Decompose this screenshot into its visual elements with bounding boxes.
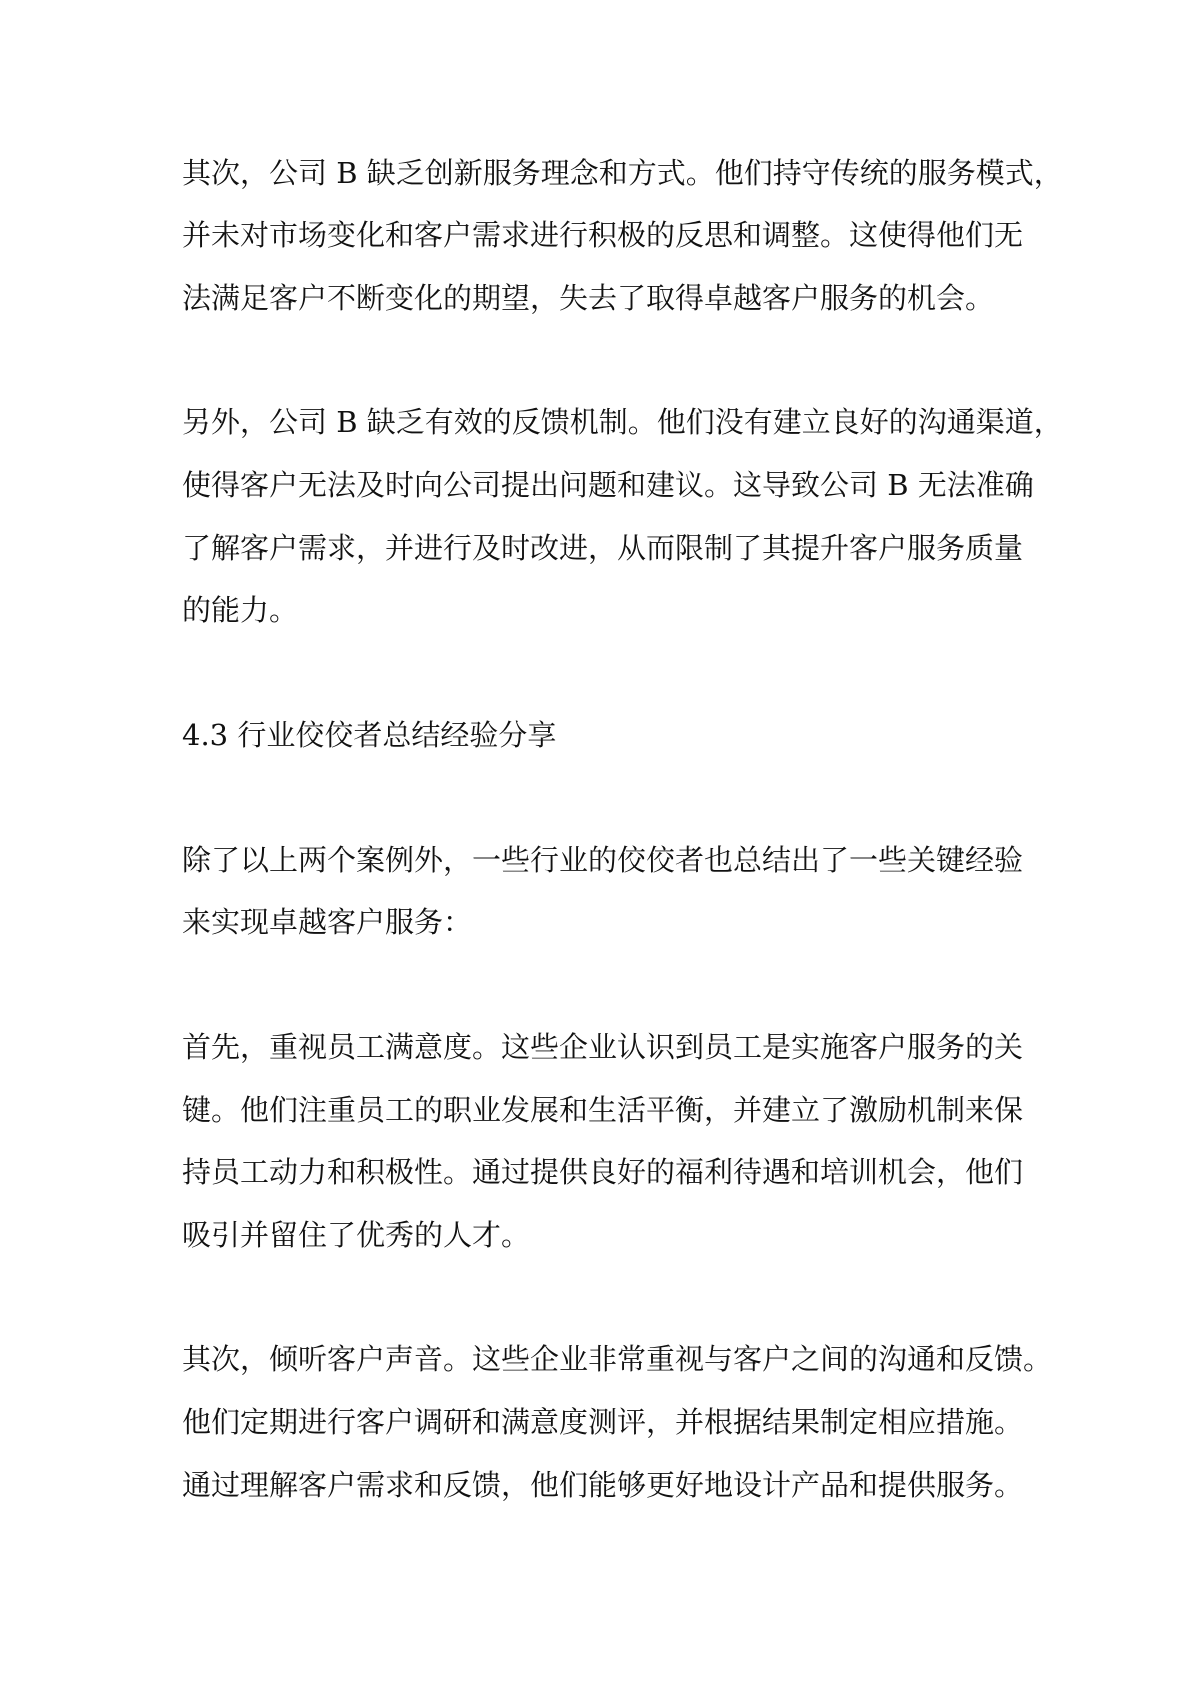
paragraph-2-line-3: 了解客户需求，并进行及时改进，从而限制了其提升客户服务质量 bbox=[182, 531, 1024, 565]
paragraph-1-line-3: 法满足客户不断变化的期望，失去了取得卓越客户服务的机会。 bbox=[182, 281, 995, 315]
paragraph-1-line-2: 并未对市场变化和客户需求进行积极的反思和调整。这使得他们无 bbox=[182, 218, 1024, 252]
paragraph-5-line-2: 他们定期进行客户调研和满意度测评，并根据结果制定相应措施。 bbox=[182, 1405, 1024, 1439]
paragraph-5-line-3: 通过理解客户需求和反馈，他们能够更好地设计产品和提供服务。 bbox=[182, 1468, 1024, 1502]
paragraph-4-line-3: 持员工动力和积极性。通过提供良好的福利待遇和培训机会，他们 bbox=[182, 1155, 1024, 1189]
paragraph-5-line-1: 其次，倾听客户声音。这些企业非常重视与客户之间的沟通和反馈。 bbox=[182, 1342, 1053, 1376]
paragraph-3-line-1: 除了以上两个案例外，一些行业的佼佼者也总结出了一些关键经验 bbox=[182, 843, 1024, 877]
paragraph-3-line-2: 来实现卓越客户服务： bbox=[182, 905, 473, 939]
paragraph-2-line-4: 的能力。 bbox=[182, 593, 299, 627]
paragraph-2-line-1: 另外，公司 B 缺乏有效的反馈机制。他们没有建立良好的沟通渠道， bbox=[182, 405, 1063, 439]
section-heading: 4.3 行业佼佼者总结经验分享 bbox=[182, 718, 557, 752]
paragraph-4-line-2: 键。他们注重员工的职业发展和生活平衡，并建立了激励机制来保 bbox=[182, 1093, 1024, 1127]
paragraph-1-line-1: 其次，公司 B 缺乏创新服务理念和方式。他们持守传统的服务模式， bbox=[182, 156, 1063, 190]
paragraph-2-line-2: 使得客户无法及时向公司提出问题和建议。这导致公司 B 无法准确 bbox=[182, 468, 1034, 502]
paragraph-4-line-4: 吸引并留住了优秀的人才。 bbox=[182, 1218, 531, 1252]
paragraph-4-line-1: 首先，重视员工满意度。这些企业认识到员工是实施客户服务的关 bbox=[182, 1030, 1024, 1064]
